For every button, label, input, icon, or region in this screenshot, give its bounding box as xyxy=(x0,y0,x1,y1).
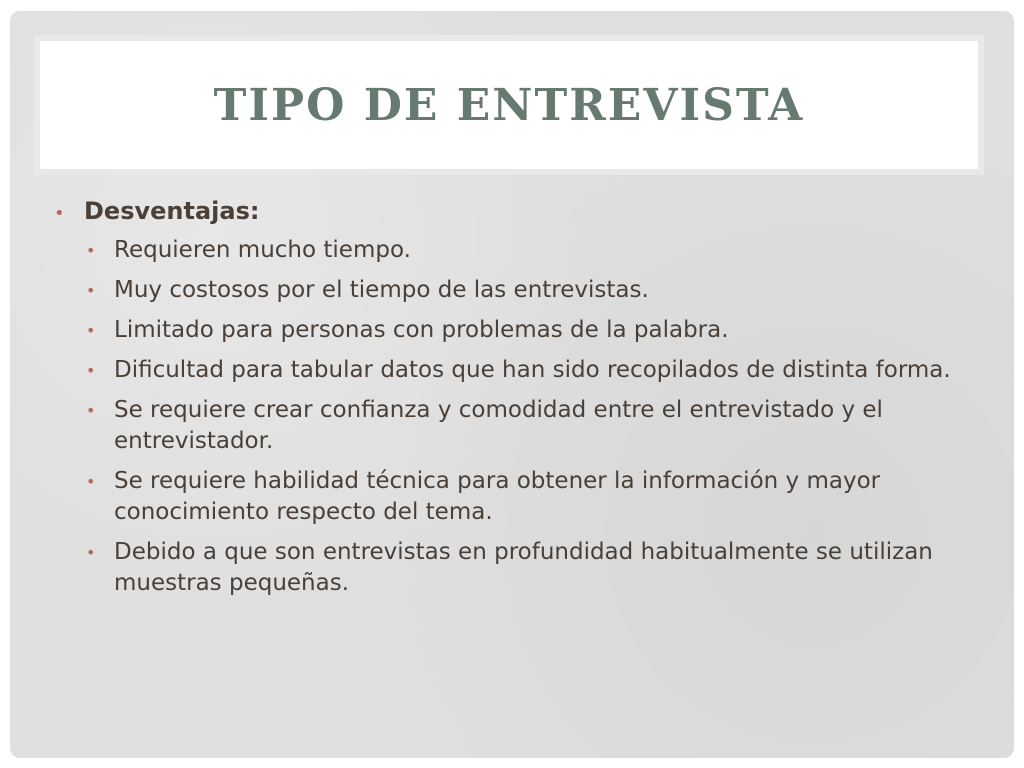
list-item xyxy=(86,315,974,346)
bullet-icon: • xyxy=(86,543,96,562)
bullet-icon: • xyxy=(86,241,96,260)
bullet-icon: • xyxy=(54,203,65,224)
bullet-icon: • xyxy=(86,361,96,380)
list-item xyxy=(86,466,974,528)
bullet-icon: • xyxy=(86,321,96,340)
list-item xyxy=(86,235,974,266)
bullet-icon: • xyxy=(86,281,96,300)
section-label: Desventajas: xyxy=(84,197,260,225)
list-item-text: Se requiere habilidad técnica para obtener la información y mayor conocimiento respecto del tema. xyxy=(114,468,881,525)
list-item-text: Dificultad para tabular datos que han sido recopilados de distinta forma. xyxy=(114,357,951,383)
list-item-text: Se requiere crear confianza y comodidad entre el entrevistado y el entrevistador. xyxy=(114,397,883,454)
slide-title: TIPO DE ENTREVISTA xyxy=(213,79,805,131)
slide xyxy=(10,11,1014,758)
list-item-text: Muy costosos por el tiempo de las entrevistas. xyxy=(114,277,649,303)
list-item xyxy=(86,395,974,457)
title-panel xyxy=(34,35,984,175)
bullet-icon: • xyxy=(86,401,96,420)
list-item xyxy=(86,275,974,306)
list-item xyxy=(86,537,974,599)
slide-content xyxy=(54,197,974,608)
list-item-text: Limitado para personas con problemas de la palabra. xyxy=(114,317,729,343)
section-heading xyxy=(54,197,974,225)
bullet-list xyxy=(54,235,974,599)
list-item-text: Requieren mucho tiempo. xyxy=(114,237,411,263)
list-item xyxy=(86,355,974,386)
bullet-icon: • xyxy=(86,472,96,491)
list-item-text: Debido a que son entrevistas en profundidad habitualmente se utilizan muestras pequeñas. xyxy=(114,539,933,596)
